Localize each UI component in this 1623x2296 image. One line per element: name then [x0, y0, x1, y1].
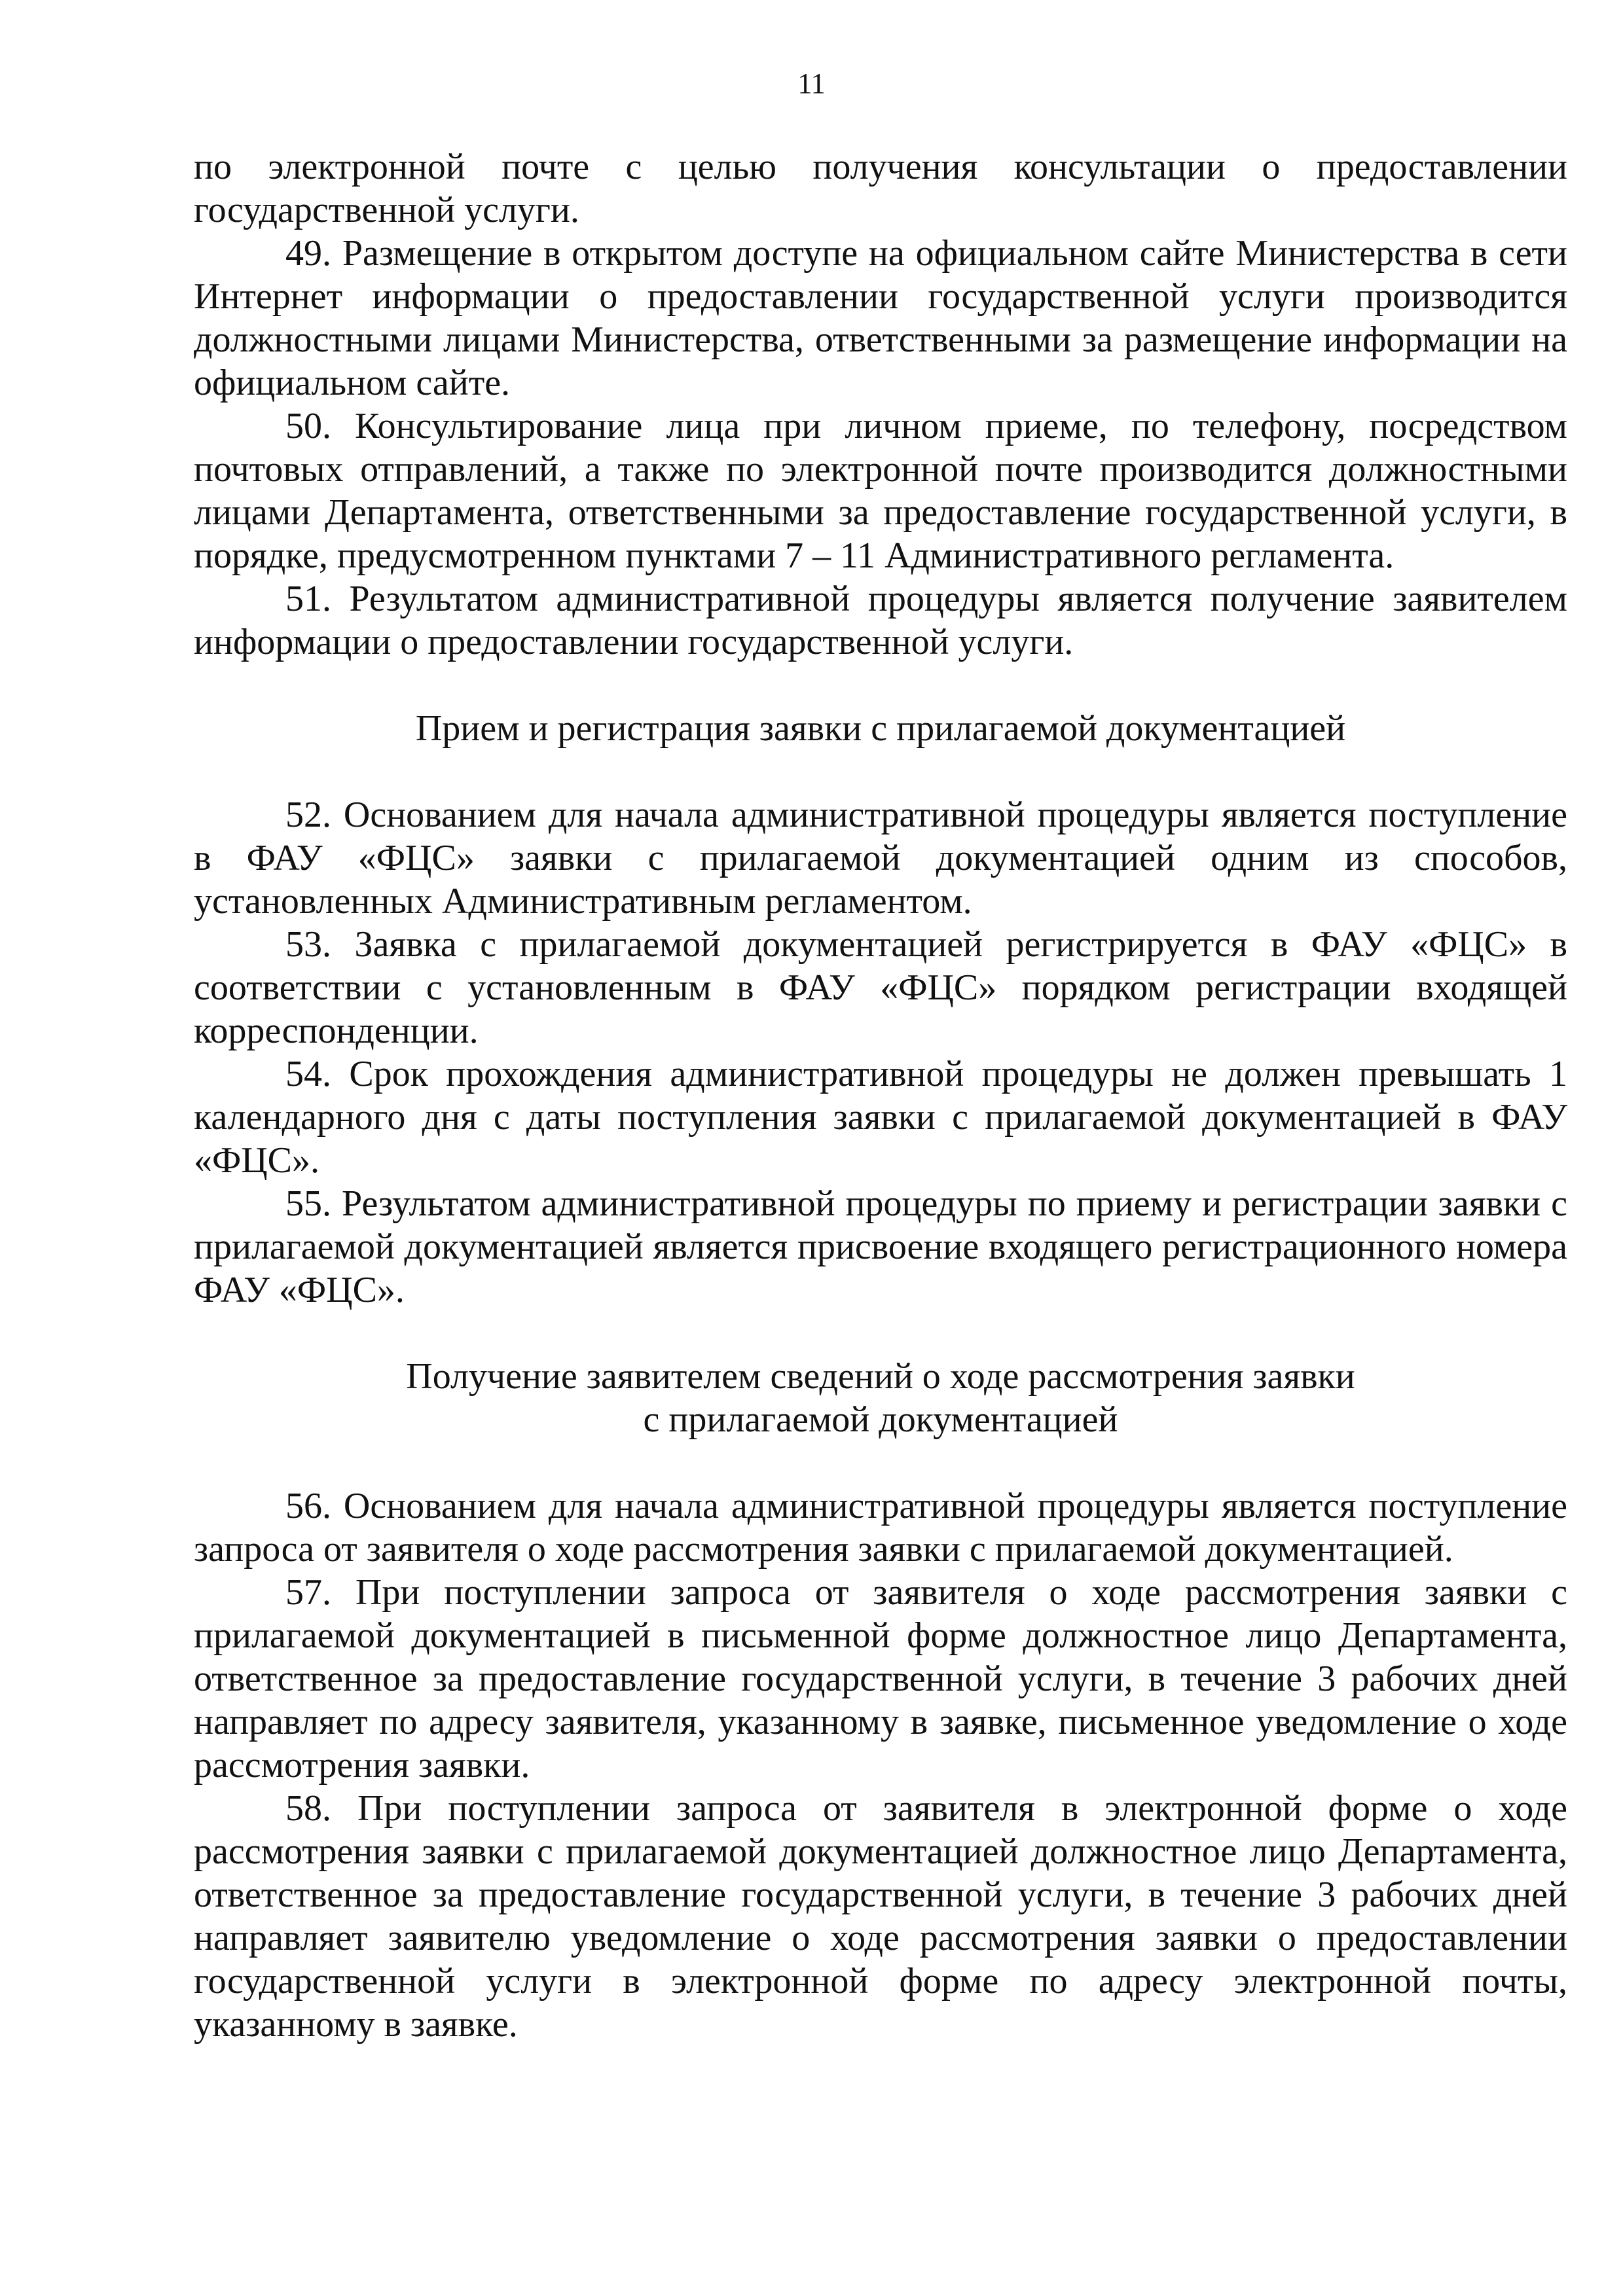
- paragraph-53: 53. Заявка с прилагаемой документацией регистрируется в ФАУ «ФЦС» в соответствии с установленным в ФАУ «ФЦС» порядком регистрации входящей корреспонденции.: [194, 924, 1567, 1051]
- paragraph-48-continuation: по электронной почте с целью получения консультации о предоставлении государственной услуги.: [194, 147, 1567, 230]
- section-heading-status-request: [194, 1355, 1567, 1441]
- paragraph-57: 57. При поступлении запроса от заявителя о ходе рассмотрения заявки с прилагаемой документацией в письменной форме должностное лицо Департамента, ответственное за предоставление государственной услуги, в течение 3 рабочих дней направляет по адресу заявителя, указанному в заявке, письменное уведомление о ходе рассмотрения заявки.: [194, 1572, 1567, 1785]
- paragraph-56: 56. Основанием для начала административной процедуры является поступление запроса от заявителя о ходе рассмотрения заявки с прилагаемой документацией.: [194, 1486, 1567, 1570]
- paragraph-50: 50. Консультирование лица при личном приеме, по телефону, посредством почтовых отправлений, а также по электронной почте производится должностными лицами Департамента, ответственными за предоставление государственной услуги, в порядке, предусмотренном пунктами 7 – 11 Административного регламента.: [194, 406, 1567, 576]
- paragraph-49: 49. Размещение в открытом доступе на официальном сайте Министерства в сети Интернет информации о предоставлении государственной услуги производится должностными лицами Министерства, ответственными за размещение информации на официальном сайте.: [194, 233, 1567, 403]
- paragraph-54: 54. Срок прохождения административной процедуры не должен превышать 1 календарного дня с даты поступления заявки с прилагаемой документацией в ФАУ «ФЦС».: [194, 1054, 1567, 1181]
- paragraph-58: 58. При поступлении запроса от заявителя в электронной форме о ходе рассмотрения заявки с прилагаемой документацией должностное лицо Департамента, ответственное за предоставление государственной услуги, в течение 3 рабочих дней направляет заявителю уведомление о ходе рассмотрения заявки о предоставлении государственной услуги в электронной форме по адресу электронной почты, указанному в заявке.: [194, 1788, 1567, 2045]
- paragraph-52: 52. Основанием для начала административной процедуры является поступление в ФАУ «ФЦС» заявки с прилагаемой документацией одним из способов, установленных Административным регламентом.: [194, 795, 1567, 922]
- section-heading-line-1: Получение заявителем сведений о ходе рассмотрения заявки: [406, 1356, 1355, 1397]
- paragraph-55: 55. Результатом административной процедуры по приему и регистрации заявки с прилагаемой документацией является присвоение входящего регистрационного номера ФАУ «ФЦС».: [194, 1183, 1567, 1310]
- section-heading-line-2: с прилагаемой документацией: [643, 1399, 1118, 1440]
- document-body: [194, 145, 1567, 2046]
- page-number: 11: [797, 67, 826, 99]
- paragraph-51: 51. Результатом административной процедуры является получение заявителем информации о предоставлении государственной услуги.: [194, 579, 1567, 662]
- section-heading-registration: Прием и регистрация заявки с прилагаемой документацией: [415, 708, 1346, 749]
